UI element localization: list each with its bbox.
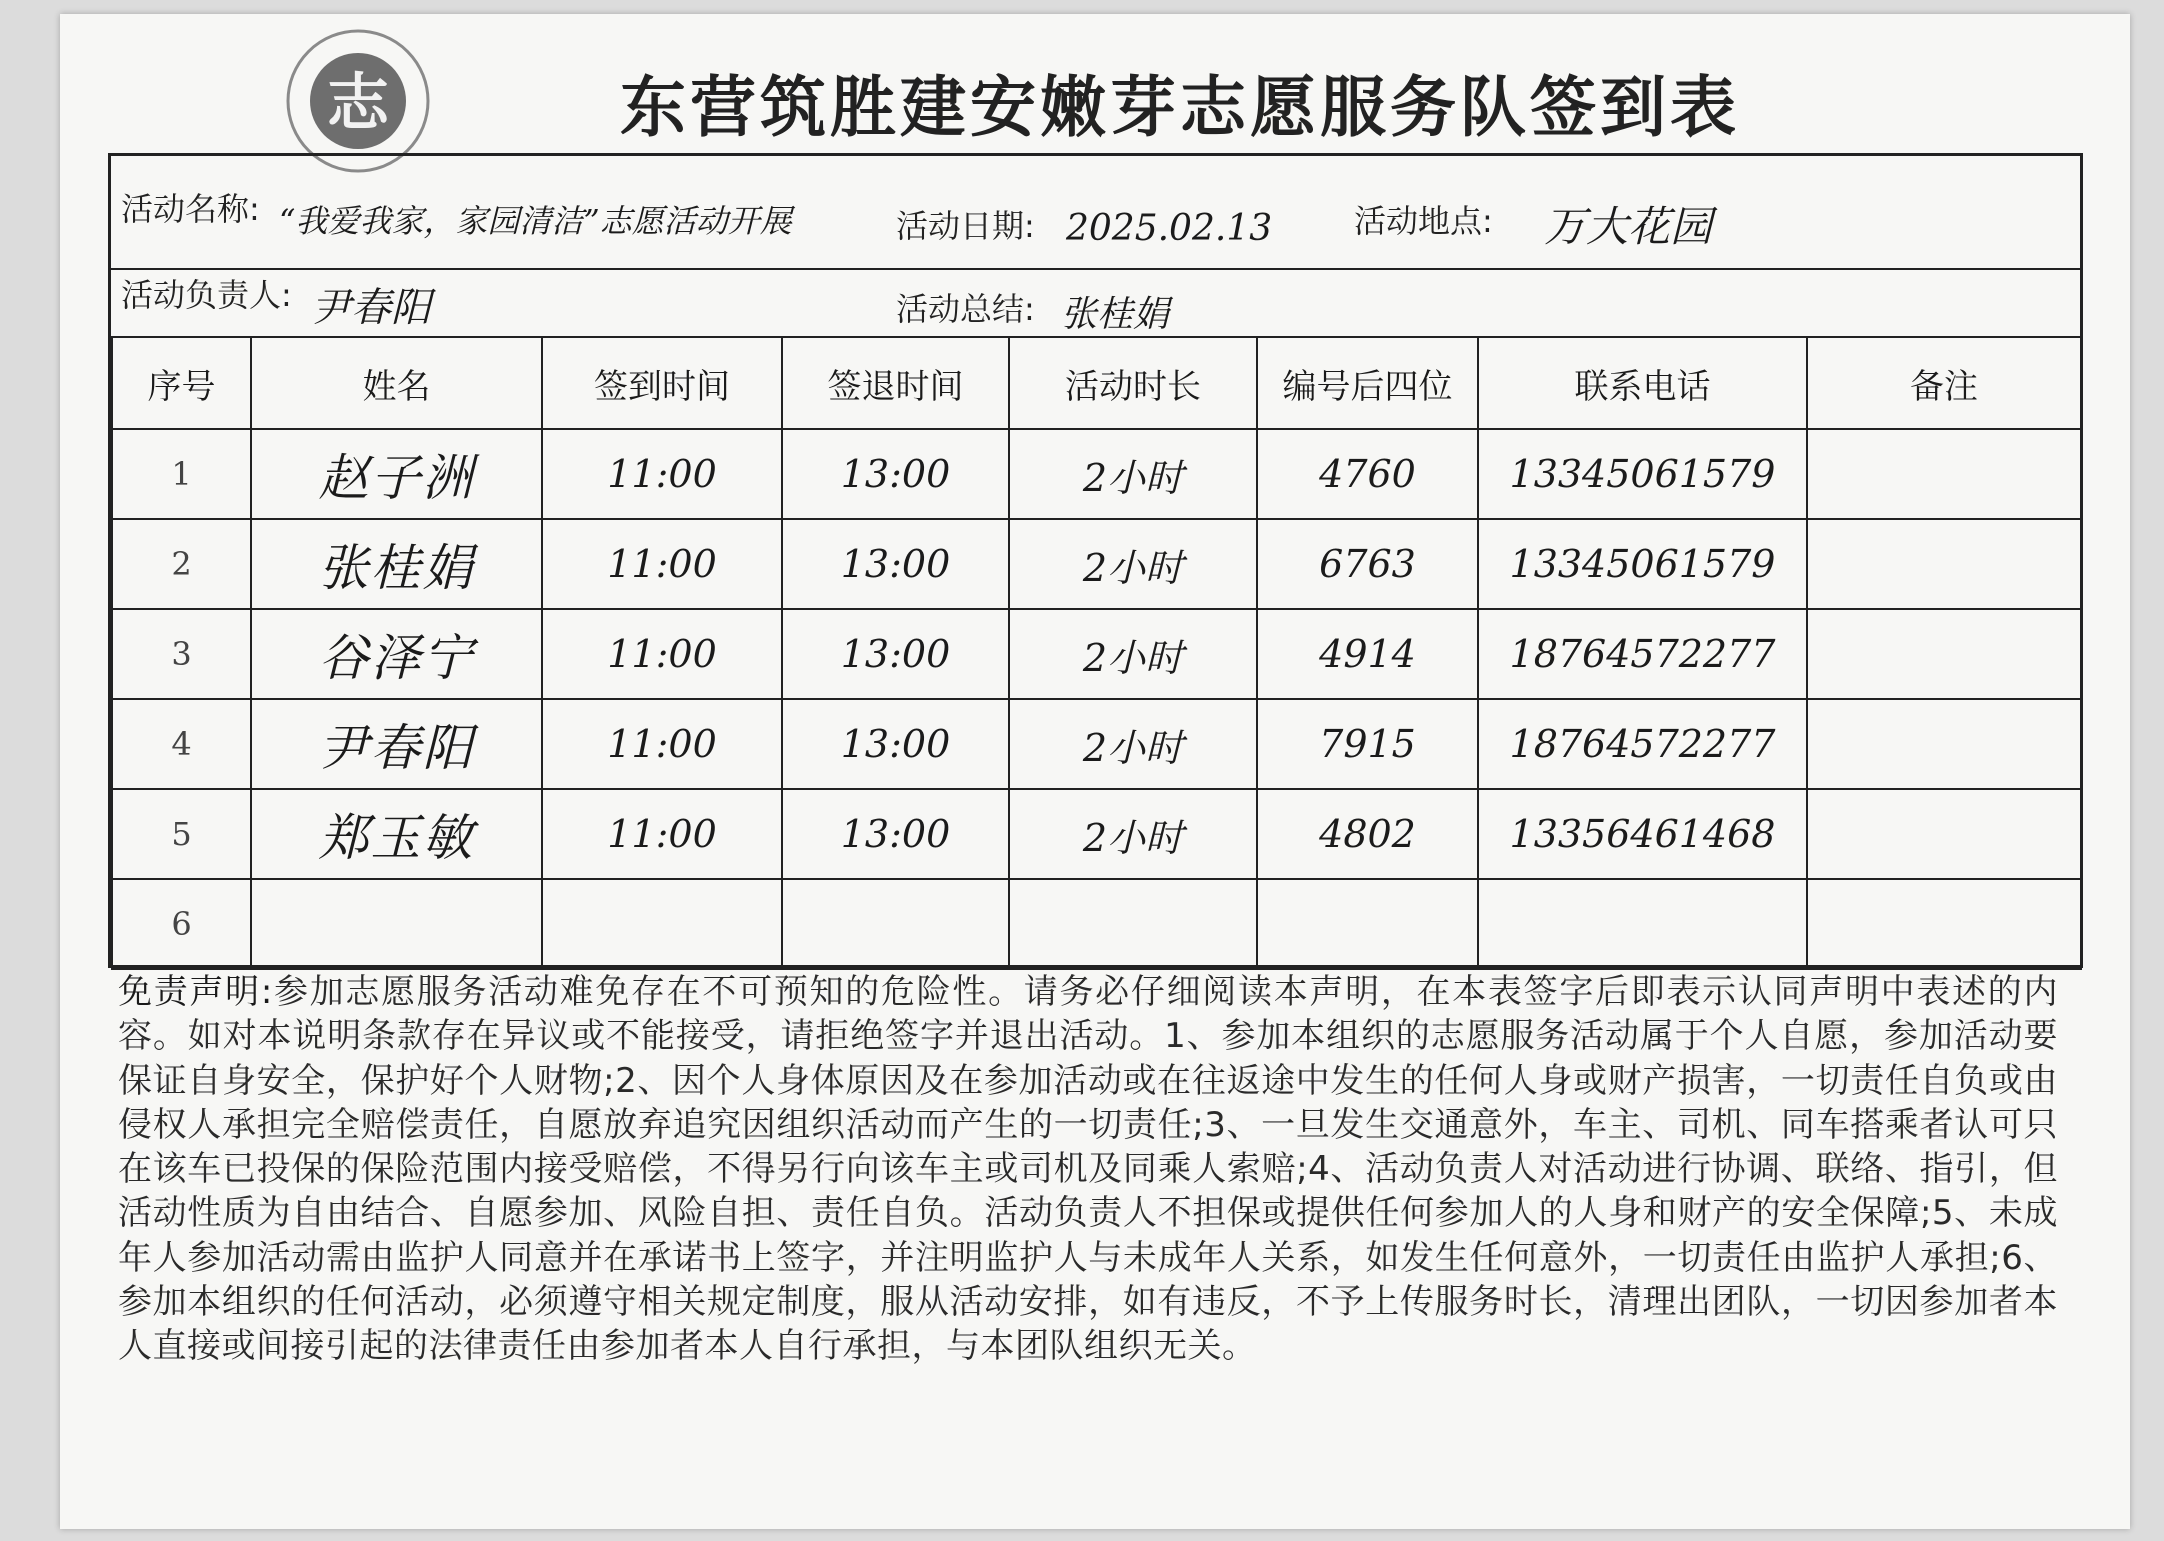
row-duration: 2小时 xyxy=(1009,699,1257,789)
row-duration: 2小时 xyxy=(1009,609,1257,699)
row-phone: 13345061579 xyxy=(1478,519,1807,609)
info-row-activity xyxy=(111,156,2080,270)
row-id-last4: 7915 xyxy=(1257,699,1478,789)
row-note xyxy=(1807,879,2081,969)
header-sign-out: 签退时间 xyxy=(782,337,1009,429)
summary-value: 张桂娟 xyxy=(1061,294,1170,335)
disclaimer-text: 参加志愿服务活动难免存在不可预知的危险性。请务必仔细阅读本声明，在本表签字后即表示认同声明中表述的内容。如对本说明条款存在异议或不能接受，请拒绝签字并退出活动。1、参加本组织的志愿服务活动属于个人自愿，参加活动要保证自身安全，保护好个人财物;2、因个人身体原因及在参加活动或在往返途中发生的任何人身或财产损害，一切责任自负或由侵权人承担完全赔偿责任，自愿放弃追究因组织活动而产生的一切责任;3、一旦发生交通意外，车主、司机、同车搭乘者认可只在该车已投保的保险范围内接受赔偿，不得另行向该车主或司机及同乘人索赔;4、活动负责人对活动进行协调、联络、指引，但活动性质为自由结合、自愿参加、风险自担、责任自负。活动负责人不担保或提供任何参加人的人身和财产的安全保障;5、未成年人参加活动需由监护人同意并在承诺书上签字，并注明监护人与未成年人关系，如发生任何意外，一切责任由监护人承担;6、参加本组织的任何活动，必须遵守相关规定制度，服从活动安排，如有违反，不予上传服务时长，清理出团队，一切因参加者本人直接或间接引起的法律责任由参加者本人自行承担，与本团队组织无关。 xyxy=(118,972,2058,1367)
attendance-table xyxy=(111,336,2082,970)
row-note xyxy=(1807,429,2081,519)
row-sign-out: 13:00 xyxy=(782,429,1009,519)
row-seq: 2 xyxy=(112,519,251,609)
row-sign-in: 11:00 xyxy=(542,429,782,519)
row-sign-out xyxy=(782,879,1009,969)
row-seq: 4 xyxy=(112,699,251,789)
leader-value: 尹春阳 xyxy=(311,285,431,331)
row-sign-in: 11:00 xyxy=(542,609,782,699)
header-note: 备注 xyxy=(1807,337,2081,429)
row-phone: 13356461468 xyxy=(1478,789,1807,879)
row-name: 谷泽宁 xyxy=(251,609,542,699)
disclaimer-label: 免责声明: xyxy=(118,972,273,1012)
row-note xyxy=(1807,519,2081,609)
row-sign-out: 13:00 xyxy=(782,519,1009,609)
header-sign-in: 签到时间 xyxy=(542,337,782,429)
table-row xyxy=(112,699,2081,789)
row-note xyxy=(1807,609,2081,699)
row-duration: 2小时 xyxy=(1009,429,1257,519)
summary-label: 活动总结: xyxy=(896,290,1035,328)
row-note xyxy=(1807,789,2081,879)
seal-center-char: 志 xyxy=(326,66,390,139)
row-seq: 3 xyxy=(112,609,251,699)
row-phone: 18764572277 xyxy=(1478,699,1807,789)
row-name: 张桂娟 xyxy=(251,519,542,609)
activity-date-label: 活动日期: xyxy=(896,207,1035,245)
row-id-last4: 4914 xyxy=(1257,609,1478,699)
row-sign-out: 13:00 xyxy=(782,699,1009,789)
activity-place-value: 万大花园 xyxy=(1544,202,1713,251)
table-row xyxy=(112,429,2081,519)
row-sign-out: 13:00 xyxy=(782,789,1009,879)
table-row xyxy=(112,879,2081,969)
row-sign-in: 11:00 xyxy=(542,699,782,789)
row-seq: 1 xyxy=(112,429,251,519)
row-sign-in: 11:00 xyxy=(542,519,782,609)
row-sign-out: 13:00 xyxy=(782,609,1009,699)
header-phone: 联系电话 xyxy=(1478,337,1807,429)
row-name: 赵子洲 xyxy=(251,429,542,519)
row-duration: 2小时 xyxy=(1009,789,1257,879)
activity-date-value: 2025.02.13 xyxy=(1066,208,1273,249)
row-id-last4: 6763 xyxy=(1257,519,1478,609)
row-phone: 13345061579 xyxy=(1478,429,1807,519)
activity-name-label: 活动名称: xyxy=(121,190,260,228)
table-header-row xyxy=(112,337,2081,429)
header-id-last4: 编号后四位 xyxy=(1257,337,1478,429)
header-seq: 序号 xyxy=(112,337,251,429)
activity-name-value: “我爱我家，家园清洁”志愿活动开展 xyxy=(279,202,792,240)
row-seq: 5 xyxy=(112,789,251,879)
row-phone xyxy=(1478,879,1807,969)
header-name: 姓名 xyxy=(251,337,542,429)
table-row xyxy=(112,609,2081,699)
row-note xyxy=(1807,699,2081,789)
table-row xyxy=(112,789,2081,879)
row-sign-in: 11:00 xyxy=(542,789,782,879)
leader-label: 活动负责人: xyxy=(121,276,292,314)
row-sign-in xyxy=(542,879,782,969)
row-seq: 6 xyxy=(112,879,251,969)
row-phone: 18764572277 xyxy=(1478,609,1807,699)
row-name: 郑玉敏 xyxy=(251,789,542,879)
table-row xyxy=(112,519,2081,609)
row-id-last4: 4760 xyxy=(1257,429,1478,519)
row-id-last4 xyxy=(1257,879,1478,969)
row-duration: 2小时 xyxy=(1009,519,1257,609)
row-name: 尹春阳 xyxy=(251,699,542,789)
row-name xyxy=(251,879,542,969)
disclaimer xyxy=(118,970,2058,1369)
activity-place-label: 活动地点: xyxy=(1354,202,1493,240)
row-id-last4: 4802 xyxy=(1257,789,1478,879)
page-title: 东营筑胜建安嫩芽志愿服务队签到表 xyxy=(620,68,1740,146)
header-duration: 活动时长 xyxy=(1009,337,1257,429)
sign-in-form xyxy=(108,153,2083,968)
row-duration xyxy=(1009,879,1257,969)
